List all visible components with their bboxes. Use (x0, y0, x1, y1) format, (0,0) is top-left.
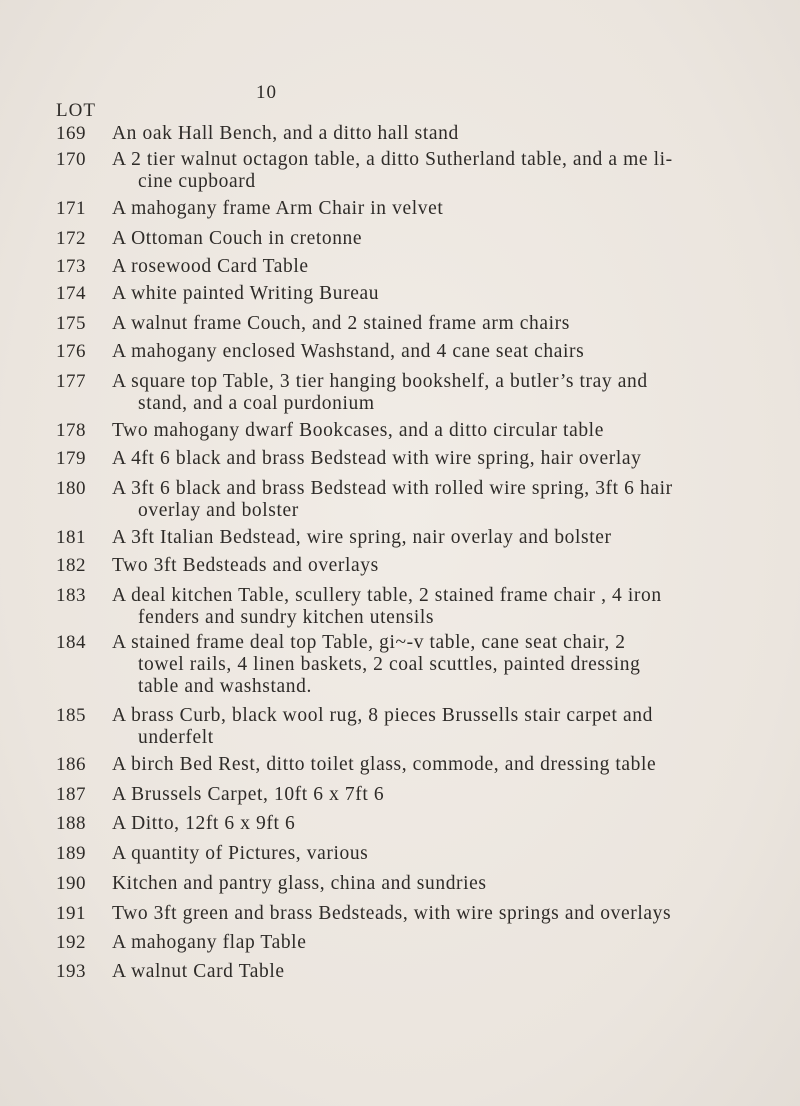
lot-description-line: Two 3ft Bedsteads and overlays (112, 555, 379, 576)
lot-description-line: A mahogany flap Table (112, 932, 307, 953)
lot-description (112, 873, 752, 895)
lot-description-line: A birch Bed Rest, ditto toilet glass, commode, and dressing table (112, 754, 657, 775)
lot-description-line: A rosewood Card Table (112, 256, 309, 277)
lot-description-line: A quantity of Pictures, various (112, 843, 369, 864)
lot-description (112, 961, 752, 983)
lot-description-line: A Ditto, 12ft 6 x 9ft 6 (112, 813, 296, 834)
lot-number: 180 (56, 478, 86, 499)
lot-description (112, 228, 752, 250)
lot-description (112, 123, 752, 145)
lot-description-line: A walnut Card Table (112, 961, 285, 982)
lot-number: 193 (56, 961, 86, 982)
lot-description-line: A 4ft 6 black and brass Bedstead with wire spring, hair overlay (112, 448, 642, 469)
lot-number: 192 (56, 932, 86, 953)
lot-description (112, 784, 752, 806)
lot-number: 174 (56, 283, 86, 304)
lot-description (112, 149, 752, 193)
lot-description-line: Two mahogany dwarf Bookcases, and a ditto circular table (112, 420, 604, 441)
lot-description (112, 527, 752, 549)
lot-description-line: A mahogany frame Arm Chair in velvet (112, 198, 444, 219)
lot-number: 185 (56, 705, 86, 726)
lot-description (112, 585, 752, 629)
lot-description-line: A brass Curb, black wool rug, 8 pieces Brussells stair carpet and (112, 705, 654, 726)
lot-description (112, 420, 752, 442)
lot-number: 186 (56, 754, 86, 775)
lot-description-line: A mahogany enclosed Washstand, and 4 cane seat chairs (112, 341, 585, 362)
lot-number: 173 (56, 256, 86, 277)
lot-description-line: A walnut frame Couch, and 2 stained frame arm chairs (112, 313, 570, 334)
lot-column-header: LOT (56, 100, 96, 121)
lot-description (112, 478, 752, 522)
lot-description (112, 632, 752, 698)
lot-description-line: cine cupboard (138, 171, 256, 192)
lot-description (112, 903, 752, 925)
lot-number: 179 (56, 448, 86, 469)
lot-description-line: A Ottoman Couch in cretonne (112, 228, 363, 249)
lot-description-line: A 2 tier walnut octagon table, a ditto Sutherland table, and a me li- (112, 149, 673, 170)
lot-number: 178 (56, 420, 86, 441)
lot-description (112, 371, 752, 415)
lot-number: 175 (56, 313, 86, 334)
lot-description-line: A stained frame deal top Table, gi~-v table, cane seat chair, 2 (112, 632, 626, 653)
lot-description (112, 256, 752, 278)
lot-description-line: stand, and a coal purdonium (138, 393, 375, 414)
lot-number: 169 (56, 123, 86, 144)
lot-number: 183 (56, 585, 86, 606)
lot-number: 191 (56, 903, 86, 924)
lot-description-line: An oak Hall Bench, and a ditto hall stand (112, 123, 459, 144)
lot-description-line: A white painted Writing Bureau (112, 283, 380, 304)
lot-description (112, 313, 752, 335)
lot-description-line: A 3ft 6 black and brass Bedstead with rolled wire spring, 3ft 6 hair (112, 478, 673, 499)
lot-number: 184 (56, 632, 86, 653)
lot-number: 171 (56, 198, 86, 219)
lot-description (112, 341, 752, 363)
lot-description-line: A deal kitchen Table, scullery table, 2 stained frame chair , 4 iron (112, 585, 662, 606)
lot-description-line: towel rails, 4 linen baskets, 2 coal scuttles, painted dressing (138, 654, 641, 675)
lot-number: 170 (56, 149, 86, 170)
lot-description (112, 705, 752, 749)
lot-description (112, 198, 752, 220)
lot-description-line: overlay and bolster (138, 500, 299, 521)
lot-description (112, 843, 752, 865)
lot-number: 181 (56, 527, 86, 548)
lot-number: 176 (56, 341, 86, 362)
lot-description-line: A 3ft Italian Bedstead, wire spring, nair overlay and bolster (112, 527, 612, 548)
lot-description-line: Two 3ft green and brass Bedsteads, with wire springs and overlays (112, 903, 672, 924)
page-number: 10 (256, 82, 277, 103)
lot-description (112, 283, 752, 305)
lot-number: 177 (56, 371, 86, 392)
lot-description-line: A Brussels Carpet, 10ft 6 x 7ft 6 (112, 784, 385, 805)
lot-description (112, 813, 752, 835)
lot-description-line: A square top Table, 3 tier hanging bookshelf, a butler’s tray and (112, 371, 648, 392)
lot-description-line: Kitchen and pantry glass, china and sundries (112, 873, 487, 894)
lot-number: 188 (56, 813, 86, 834)
lot-description-line: fenders and sundry kitchen utensils (138, 607, 435, 628)
lot-description-line: underfelt (138, 727, 214, 748)
lot-number: 182 (56, 555, 86, 576)
lot-number: 189 (56, 843, 86, 864)
lot-description (112, 555, 752, 577)
lot-description-line: table and washstand. (138, 676, 312, 697)
lot-description (112, 932, 752, 954)
lot-description (112, 754, 752, 776)
lot-description (112, 448, 752, 470)
lot-number: 190 (56, 873, 86, 894)
lot-number: 187 (56, 784, 86, 805)
lot-number: 172 (56, 228, 86, 249)
